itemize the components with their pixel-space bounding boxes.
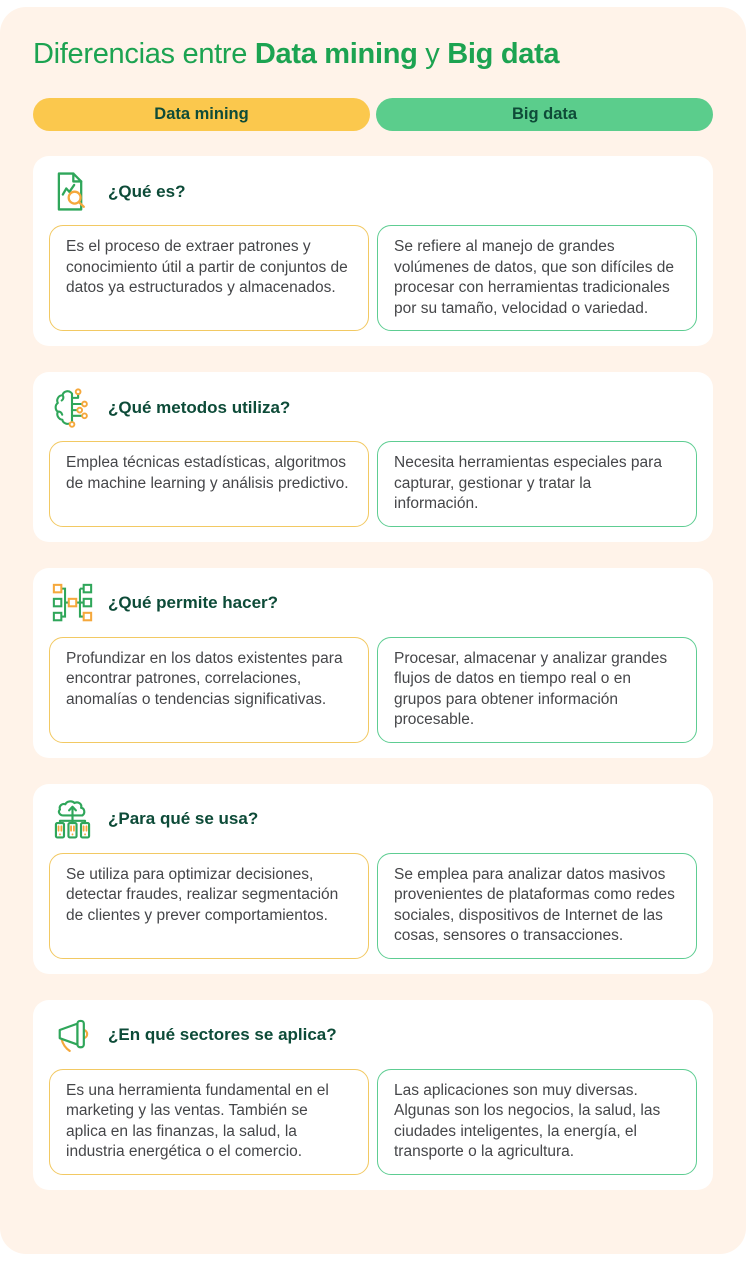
title-term-big-data: Big data — [447, 38, 560, 70]
infographic-board — [0, 7, 746, 1254]
answer-row — [49, 853, 697, 959]
data-mining-answer: Emplea técnicas estadísticas, algoritmos de machine learning y análisis predictivo. — [49, 441, 369, 527]
data-mining-answer: Es el proceso de extraer patrones y conocimiento útil a partir de conjuntos de datos ya estructurados y almacenados. — [49, 225, 369, 331]
section-en-que-sectores — [33, 1000, 713, 1190]
column-headers — [33, 98, 713, 131]
section-question: ¿Para qué se usa? — [108, 809, 259, 829]
section-question: ¿Qué metodos utiliza? — [108, 397, 291, 417]
page-title — [33, 38, 713, 71]
network-nodes-icon — [49, 581, 95, 626]
data-mining-answer: Profundizar en los datos existentes para encontrar patrones, correlaciones, anomalías o tendencias significativas. — [49, 637, 369, 743]
section-header — [49, 797, 697, 842]
section-para-que — [33, 784, 713, 974]
title-term-data-mining: Data mining — [254, 38, 418, 70]
document-search-icon — [49, 169, 95, 214]
megaphone-icon — [49, 1013, 95, 1058]
big-data-answer: Se refiere al manejo de grandes volúmenes de datos, que son difíciles de procesar con herramientas tradicionales por su tamaño, velocidad o variedad. — [377, 225, 697, 331]
title-prefix: Diferencias entre — [33, 38, 255, 70]
title-connector: y — [417, 38, 448, 70]
section-question: ¿En qué sectores se aplica? — [108, 1025, 337, 1045]
answer-row — [49, 1069, 697, 1175]
big-data-answer: Necesita herramientas especiales para capturar, gestionar y tratar la información. — [377, 441, 697, 527]
big-data-answer: Procesar, almacenar y analizar grandes flujos de datos en tiempo real o en grupos para obtener información procesable. — [377, 637, 697, 743]
section-question: ¿Qué permite hacer? — [108, 593, 279, 613]
brain-circuit-icon — [49, 385, 95, 430]
data-mining-answer: Se utiliza para optimizar decisiones, detectar fraudes, realizar segmentación de clientes y prever comportamientos. — [49, 853, 369, 959]
answer-row — [49, 637, 697, 743]
section-que-metodos — [33, 372, 713, 542]
section-header — [49, 1013, 697, 1058]
section-header — [49, 169, 697, 214]
data-mining-answer: Es una herramienta fundamental en el marketing y las ventas. También se aplica en las finanzas, la salud, la industria energética o el comercio. — [49, 1069, 369, 1175]
big-data-answer: Las aplicaciones son muy diversas. Algunas son los negocios, la salud, las ciudades inteligentes, la energía, el transporte o la agricultura. — [377, 1069, 697, 1175]
section-header — [49, 581, 697, 626]
section-que-permite — [33, 568, 713, 758]
column-header-data-mining: Data mining — [33, 98, 370, 131]
column-header-big-data: Big data — [376, 98, 713, 131]
cloud-servers-icon — [49, 797, 95, 842]
section-que-es — [33, 156, 713, 346]
answer-row — [49, 225, 697, 331]
answer-row — [49, 441, 697, 527]
big-data-answer: Se emplea para analizar datos masivos provenientes de plataformas como redes sociales, dispositivos de Internet de las cosas, sensores o transacciones. — [377, 853, 697, 959]
section-header — [49, 385, 697, 430]
section-question: ¿Qué es? — [108, 181, 186, 201]
